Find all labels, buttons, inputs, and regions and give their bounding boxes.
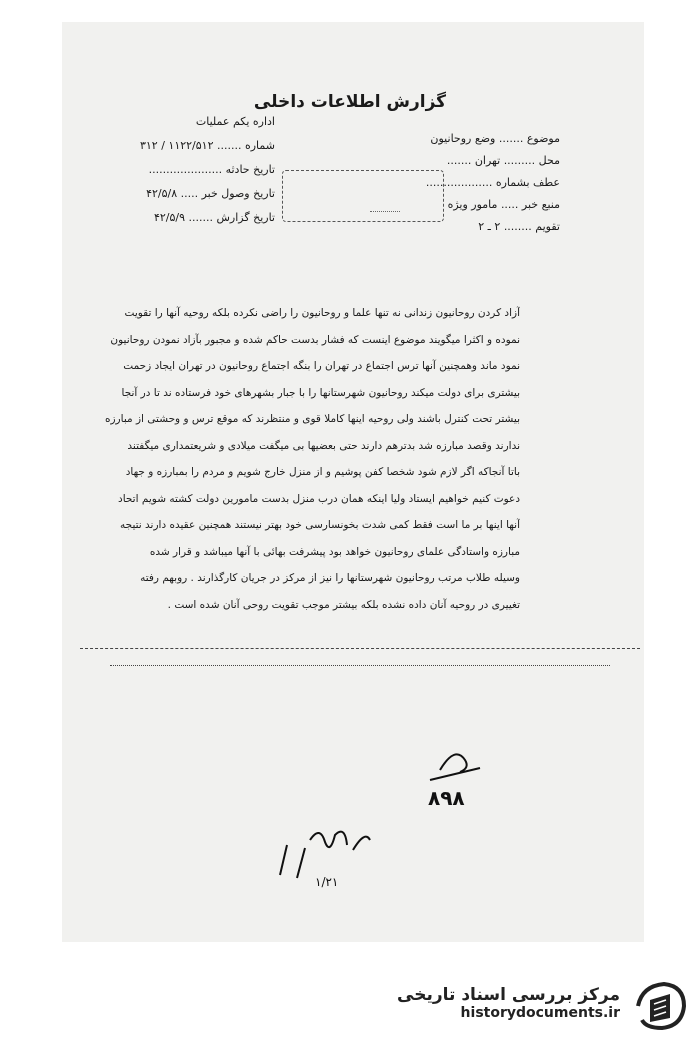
handwritten-note [275,820,385,890]
received-date-row: تاریخ وصول خبر ..... ۴۲/۵/۸ [146,187,275,200]
evaluation-row: تقویم ........ ۲ ـ ۲ [478,220,560,233]
location-value: تهران [474,154,501,167]
document-title: گزارش اطلاعات داخلی [253,92,447,112]
report-date-label: تاریخ گزارش [216,211,275,224]
body-line: دعوت کنیم خواهیم ایستاد ولیا اینکه همان درب منزل بدست مامورین دولت کشته شویم اتحاد [118,492,520,505]
location-label: محل [538,154,560,167]
website-link[interactable]: historydocuments.ir [460,1005,620,1021]
incident-date-label: تاریخ حادثه [225,163,275,176]
source-row: منبع خبر ..... مامور ویژه [447,198,560,211]
received-date-label: تاریخ وصول خبر [201,187,275,200]
body-line: آنها اینها بر ما است فقط کمی شدت بخونسارسی خود بهتر نیستند همچنین عقیده دارند نتیجه [120,519,520,531]
report-body [100,300,520,618]
office-name: اداره یکم عملیات [195,115,275,128]
subject-row: موضوع ....... وضع روحانیون [430,132,560,145]
evaluation-value: ۲ ـ ۲ [478,220,501,233]
separator-line [110,665,610,666]
body-line: ندارند وقصد مبارزه شد بدترهم دارند حتی بعضیها بی میگفت میلادی و شریعتمداری میگفتند [127,439,520,452]
body-line: بیشتر تحت کنترل باشند ولی روحیه اینها کاملا قوی و منتظرند که موقع ترس و وحشتی از مبارزه [104,413,520,425]
reference-row: عطف بشماره ................... [425,176,560,189]
subject-label: موضوع [526,132,560,145]
body-line: نموده و اکثرا میگویند موضوع اینست که فشار بدست حاکم شده و مجبور بآزاد نمودن روحانیون [110,333,520,346]
stamp-box [282,170,444,222]
source-label: منبع خبر [521,198,560,211]
separator-line [80,648,640,649]
subject-value: وضع روحانیون [430,132,496,145]
archive-logo-icon [632,980,688,1032]
body-line: مبارزه واستادگی علمای روحانیون خواهد بود پیشرفت بهائی با آنها میباشد و قرار شده [149,545,520,558]
body-line: وسیله طلاب مرتب روحانیون شهرستانها را نیز از مرکز در جریان کارگذارند . روبهم رفته [140,572,520,584]
received-date-value: ۴۲/۵/۸ [146,187,178,200]
stamp-scribble [370,195,400,212]
marginal-number: ۸۹۸ [428,786,465,810]
report-date-value: ۴۲/۵/۹ [153,211,186,224]
report-date-row: تاریخ گزارش ....... ۴۲/۵/۹ [153,211,275,224]
handwritten-note-text: ۱/۲۱ [315,875,339,889]
reference-label: عطف بشماره [495,176,560,189]
body-line: بیشتری برای دولت میکند روحانیون شهرستانها را با جبار بشهرهای خود فرستاده ند تا در آنجا [121,386,520,399]
source-value: مامور ویژه [447,198,498,211]
body-line: نمود ماند وهمچنین آنها ترس اجتماع در تهران را بنگه اجتماع روحانیون در تهران ایجاد زحمت [123,360,520,372]
number-row: شماره ....... ۱۱۲۲/۵۱۲ / ۳۱۲ [139,139,275,152]
incident-date-row: تاریخ حادثه ..................... [148,163,275,176]
number-label: شماره [244,139,275,152]
location-row: محل ......... تهران ....... [446,154,560,167]
number-value: ۱۱۲۲/۵۱۲ / ۳۱۲ [139,139,214,152]
body-line: آزاد کردن روحانیون زندانی نه تنها علما و روحانیون را راضی نکرده بلکه روحیه آنها را تقویت [124,307,520,319]
header-left [95,110,275,230]
evaluation-label: تقویم [535,220,560,233]
archive-name: مرکز بررسی اسناد تاریخی [397,985,620,1005]
body-line: باتا آنجاکه اگر لازم شود شخصا کفن پوشیم و از منزل خارج شویم و مردم را بمبارزه و جهاد [125,466,520,478]
handwritten-signature [420,740,510,810]
footer [397,985,620,1021]
body-line: تغییری در روحیه آنان داده نشده بلکه بیشتر موجب تقویت روحی آنان شده است . [167,598,520,611]
